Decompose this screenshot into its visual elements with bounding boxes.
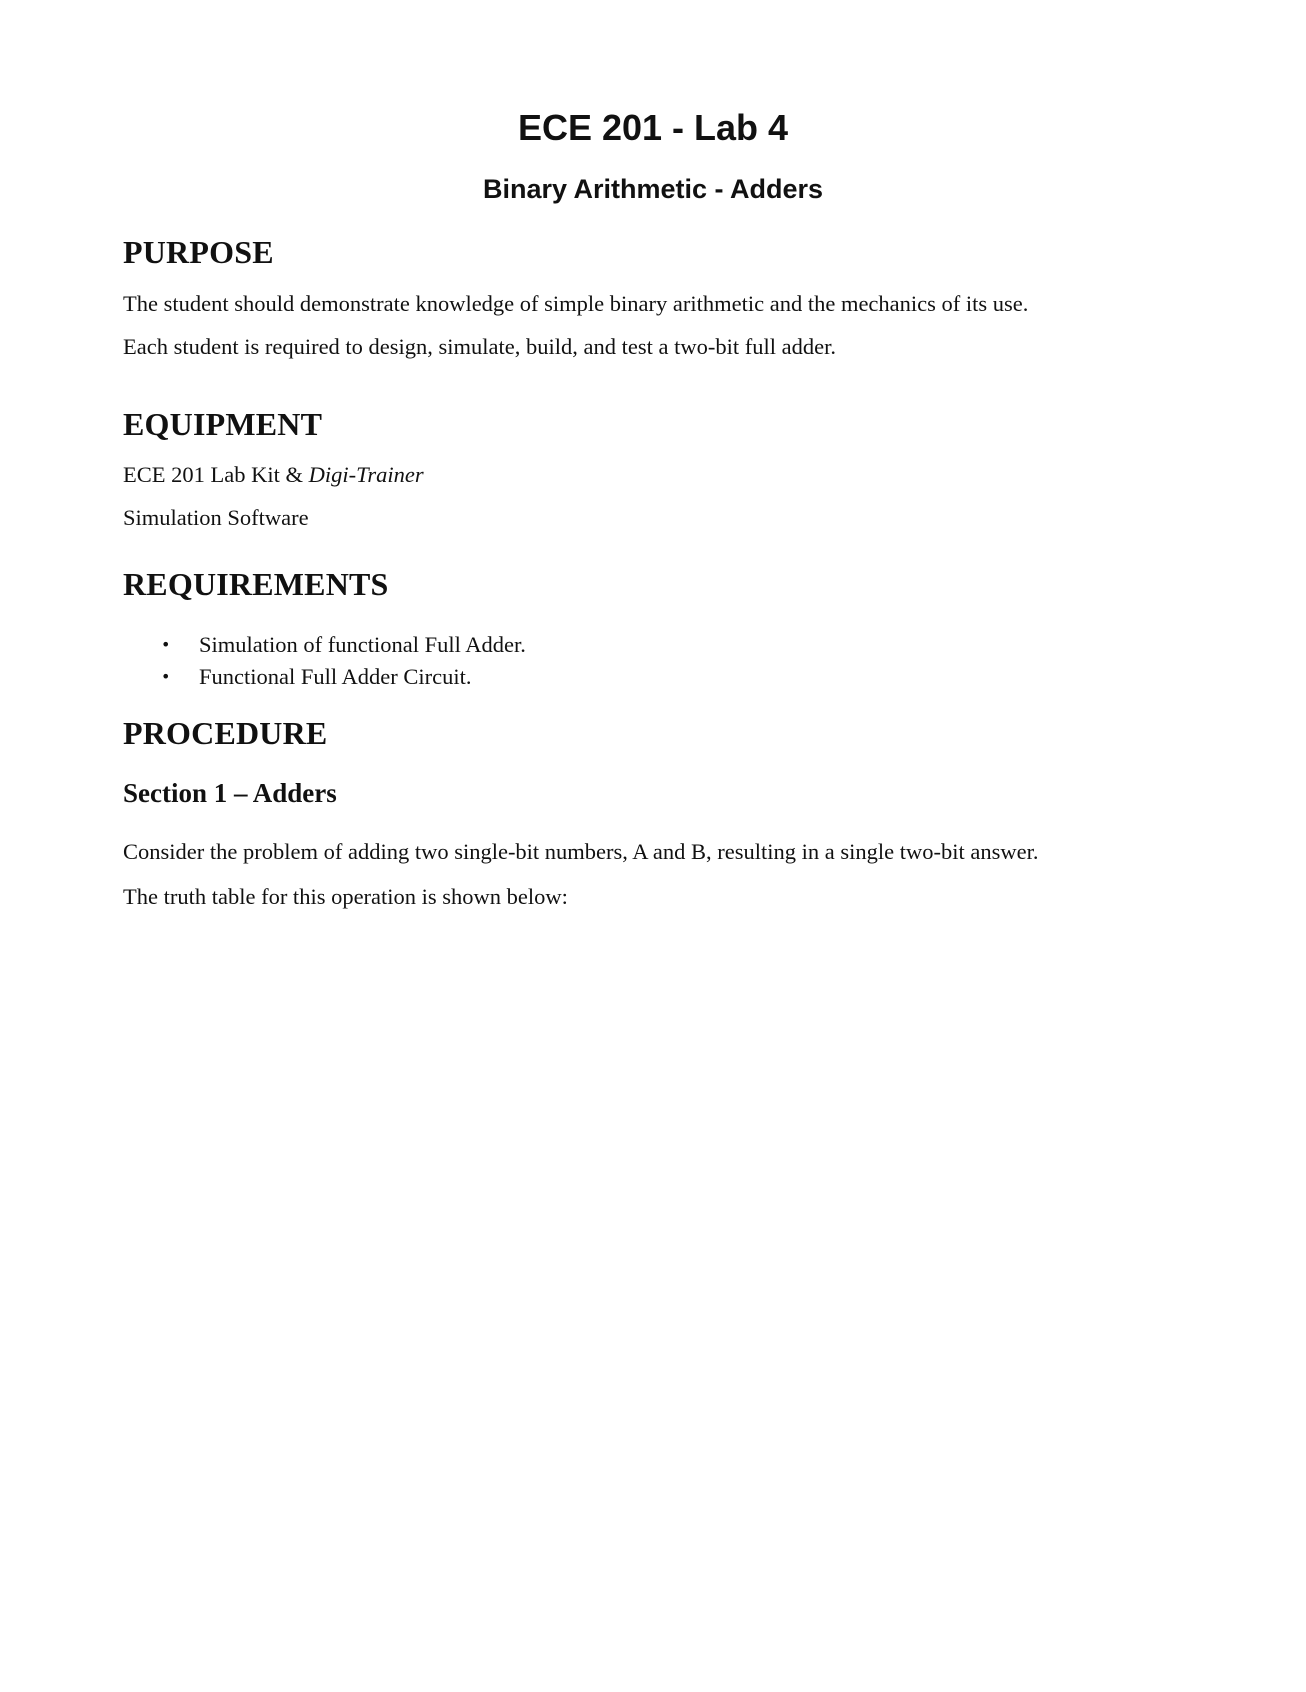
bullet-icon: • bbox=[161, 667, 171, 686]
procedure-line-1: Consider the problem of adding two single-bit numbers, A and B, resulting in a single two-bit answer. bbox=[123, 839, 1039, 864]
equipment-item-software: Simulation Software bbox=[123, 505, 309, 530]
procedure-line-2: The truth table for this operation is shown below: bbox=[123, 884, 568, 909]
requirements-item-text: Simulation of functional Full Adder. bbox=[199, 632, 526, 657]
purpose-line-2: Each student is required to design, simulate, build, and test a two-bit full adder. bbox=[123, 334, 836, 359]
purpose-line-1: The student should demonstrate knowledge of simple binary arithmetic and the mechanics of its use. bbox=[123, 291, 1029, 316]
document-title: ECE 201 - Lab 4 bbox=[517, 107, 789, 148]
equipment-heading: EQUIPMENT bbox=[123, 406, 323, 442]
purpose-heading: PURPOSE bbox=[123, 234, 274, 270]
section-1-heading: Section 1 – Adders bbox=[123, 778, 337, 808]
equipment-item-kit-prefix: ECE 201 Lab Kit & bbox=[123, 462, 309, 487]
requirements-heading: REQUIREMENTS bbox=[123, 566, 389, 602]
bullet-icon: • bbox=[161, 635, 171, 654]
equipment-item-kit-trainer: Digi-Trainer bbox=[308, 462, 424, 487]
procedure-heading: PROCEDURE bbox=[123, 715, 328, 751]
requirements-item-text: Functional Full Adder Circuit. bbox=[199, 664, 472, 689]
equipment-item-kit bbox=[123, 460, 424, 490]
document-subtitle: Binary Arithmetic - Adders bbox=[482, 174, 824, 204]
